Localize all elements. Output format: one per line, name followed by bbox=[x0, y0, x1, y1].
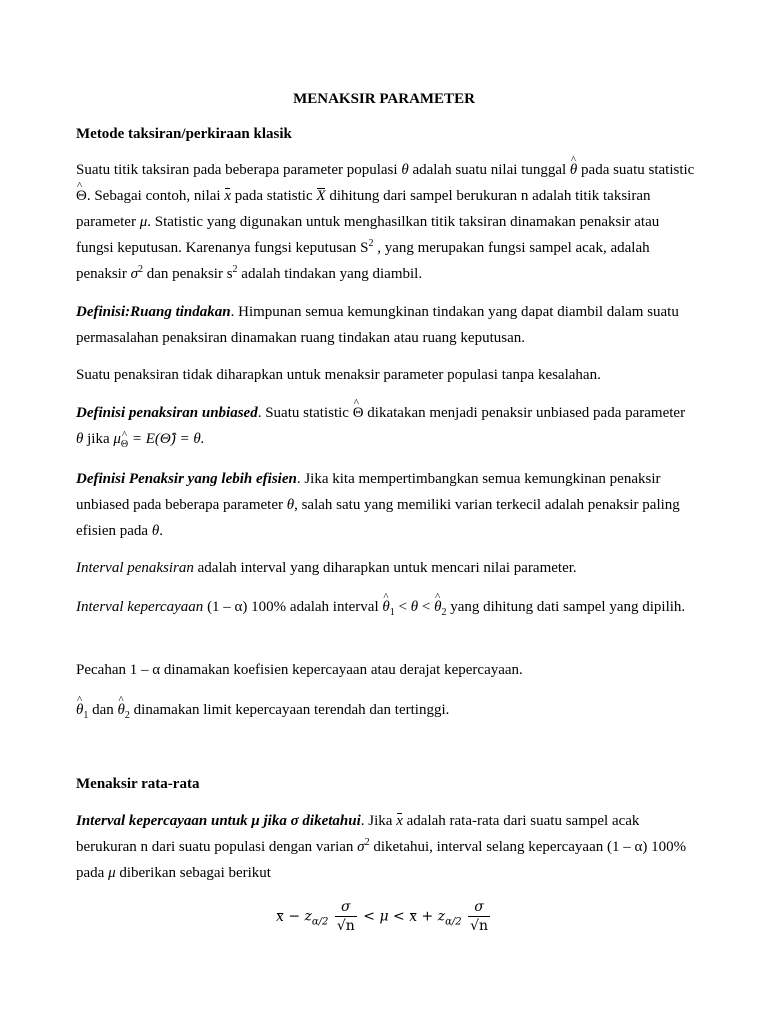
section-heading-classic: Metode taksiran/perkiraan klasik bbox=[76, 126, 292, 142]
page-title: MENAKSIR PARAMETER bbox=[293, 91, 475, 107]
sigma-over-sqrt-n: $\frac{\sigma}{√n}$ bbox=[470, 899, 488, 934]
paragraph-limits: ^ $\theta_1$ dan ^ $\theta_2$ dinamakan limit kepercayaan terendah dan tertinggi. bbox=[76, 697, 696, 723]
confidence-interval-formula: $x - z_{\alpha/2}$ $\frac{\sigma}{√n}$ < $\mu < x + z_{\alpha/2}$ $\frac{\sigma}{√n}$ bbox=[275, 899, 488, 934]
Theta-hat-symbol: ^ Θ bbox=[76, 183, 87, 209]
definition-efficient: Definisi Penaksir yang lebih efisien. Jika kita mempertimbangkan semua kemungkinan penaksir unbiased pada beberapa parameter θ, salah satu yang memiliki varian terkecil adalah penaksir paling efisien pada θ. bbox=[76, 471, 680, 539]
definition-label: Interval kepercayaan untuk μ jika σ diketahui bbox=[76, 813, 361, 829]
sigma-symbol: σ bbox=[130, 266, 138, 282]
mu-symbol: μ bbox=[139, 214, 148, 230]
definition-label: Definisi Penaksir yang lebih efisien bbox=[76, 471, 297, 487]
paragraph-no-error: Suatu penaksiran tidak diharapkan untuk menaksir parameter populasi tanpa kesalahan. bbox=[76, 367, 601, 383]
X-bar-symbol: X bbox=[316, 183, 325, 209]
paragraph-confidence-interval: Interval kepercayaan (1 – α) 100% adalah interval ^ $\theta_1 < \theta$ < ^ $\theta_2$ yang dihitung dati sampel yang dipilih. bbox=[76, 594, 696, 620]
x-bar-symbol: x bbox=[224, 183, 231, 209]
theta-hat-symbol: ^ θ bbox=[570, 157, 577, 183]
paragraph-coefficient: Pecahan 1 – α dinamakan koefisien kepercayaan atau derajat kepercayaan. bbox=[76, 662, 523, 678]
section-heading-mean: Menaksir rata-rata bbox=[76, 776, 200, 792]
paragraph-interval-estimation: Interval penaksiran adalah interval yang diharapkan untuk mencari nilai parameter. bbox=[76, 560, 577, 576]
definition-mean-interval: Interval kepercayaan untuk μ jika σ diketahui. Jika x adalah rata-rata dari suatu sampel acak berukuran n dari suatu populasi dengan varian $\sigma^2$ diketahui, interval selang kepercayaan (1 – α) 100% pada μ diberikan sebagai berikut bbox=[76, 808, 696, 886]
definition-label: Definisi:Ruang tindakan bbox=[76, 304, 231, 320]
expectation-formula: = E(Θ̂) = θ. bbox=[131, 431, 205, 447]
sigma-over-sqrt-n: $\frac{\sigma}{√n}$ bbox=[336, 899, 355, 934]
definition-action-space: Definisi:Ruang tindakan. Himpunan semua kemungkinan tindakan yang dapat diambil dalam suatu permasalahan penaksiran dinamakan ruang tindakan atau ruang keputusan. bbox=[76, 304, 679, 346]
definition-label: Definisi penaksiran unbiased bbox=[76, 405, 258, 421]
definition-unbiased: Definisi penaksiran unbiased. Suatu statistic ^ Θ dikatakan menjadi penaksir unbiased pada parameter θ jika $\mu_\Theta$ = E(Θ̂) = θ. bbox=[76, 400, 696, 452]
theta-symbol: θ bbox=[401, 162, 409, 178]
paragraph-point-estimate: Suatu titik taksiran pada beberapa parameter populasi θ adalah suatu nilai tunggal ^ θ pada suatu statistic^ Θ. Sebagai contoh, nilai x pada statistic X dihitung dari sampel berukuran n adalah titik taksiran parameter μ. Statistic yang digunakan untuk menghasilkan titik taksiran dinamakan penaksir atau fungsi keputusan. Karenanya fungsi keputusan $S^2$ , yang merupakan fungsi sampel acak, adalah penaksir $\sigma^2$ dan penaksir $s^2$ adalah tindakan yang diambil. bbox=[76, 157, 696, 287]
